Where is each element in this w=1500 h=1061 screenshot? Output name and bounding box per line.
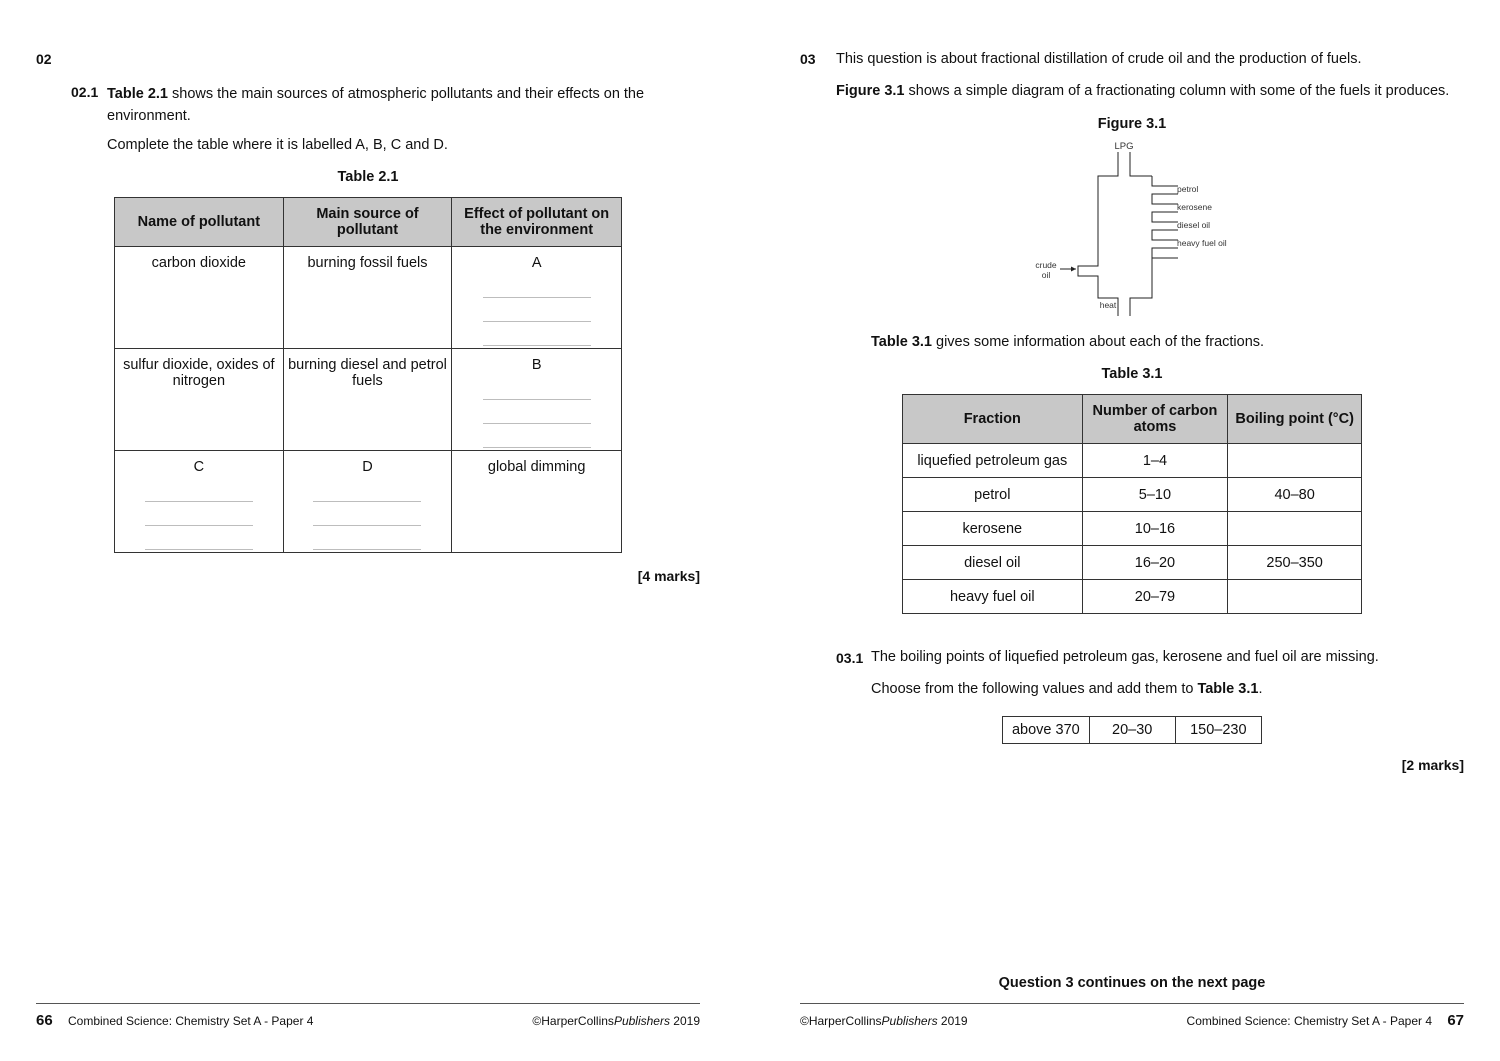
table-row: [115, 451, 622, 553]
answer-lines[interactable]: [483, 277, 591, 346]
option-value[interactable]: 150–230: [1175, 717, 1261, 744]
continues-note: Question 3 continues on the next page: [998, 975, 1266, 991]
table-row: [115, 247, 622, 349]
label-heat: heat: [1099, 300, 1117, 310]
answer-cell-c[interactable]: C: [115, 451, 284, 553]
footer-divider: [36, 1003, 700, 1004]
footer-title: Combined Science: Chemistry Set A - Paper 4: [1186, 1014, 1432, 1028]
table-cell: 16–20: [1082, 546, 1228, 580]
answer-lines[interactable]: [313, 481, 421, 550]
figure-intro: Figure 3.1 shows a simple diagram of a fractionating column with some of the fuels it produces.: [836, 83, 1450, 99]
marks-4: [4 marks]: [637, 568, 700, 584]
header-effect: Effect of pollutant on the environment: [452, 198, 622, 247]
table-cell: 1–4: [1082, 444, 1228, 478]
sub-question-number-03-1: 03.1: [836, 650, 864, 666]
table-row: [903, 478, 1362, 512]
table-cell: burning diesel and petrol fuels: [283, 349, 452, 451]
header-boiling-point: Boiling point (°C): [1228, 395, 1362, 444]
fractionating-column-diagram: [1028, 138, 1238, 318]
footer-divider: [800, 1003, 1464, 1004]
table-row: [903, 546, 1362, 580]
answer-cell-a[interactable]: A: [452, 247, 622, 349]
header-carbon-atoms: Number of carbon atoms: [1082, 395, 1228, 444]
answer-cell-kerosene-bp[interactable]: [1228, 512, 1362, 546]
answer-cell-b[interactable]: B: [452, 349, 622, 451]
table-cell: 20–79: [1082, 580, 1228, 614]
table-row: [903, 444, 1362, 478]
table-row: [903, 512, 1362, 546]
table-cell: sulfur dioxide, oxides of nitrogen: [115, 349, 284, 451]
table-cell: 5–10: [1082, 478, 1228, 512]
footer-copyright: ©HarperCollinsPublishers 2019: [800, 1014, 968, 1028]
question-number-02: 02: [36, 51, 52, 67]
table-cell: liquefied petroleum gas: [903, 444, 1083, 478]
table-cell: diesel oil: [903, 546, 1083, 580]
table-cell: 250–350: [1228, 546, 1362, 580]
table-row: [903, 580, 1362, 614]
answer-cell-lpg-bp[interactable]: [1228, 444, 1362, 478]
table-cell: 40–80: [1228, 478, 1362, 512]
footer-copyright: ©HarperCollinsPublishers 2019: [532, 1014, 700, 1028]
label-heavy-fuel-oil: heavy fuel oil: [1177, 238, 1227, 248]
sub-question-number-02-1: 02.1: [71, 84, 99, 100]
table-cell: heavy fuel oil: [903, 580, 1083, 614]
answer-cell-fuel-oil-bp[interactable]: [1228, 580, 1362, 614]
question-03-intro: This question is about fractional distillation of crude oil and the production of fuels.: [836, 51, 1362, 67]
answer-lines[interactable]: [483, 379, 591, 448]
value-options: [1002, 716, 1262, 744]
marks-2: [2 marks]: [1401, 757, 1464, 773]
table-cell: kerosene: [903, 512, 1083, 546]
question-03-1-text: The boiling points of liquefied petroleum gas, kerosene and fuel oil are missing.: [871, 649, 1379, 665]
table-header-row: [903, 395, 1362, 444]
question-02-1-text: Table 2.1 shows the main sources of atmospheric pollutants and their effects on the environment.: [107, 86, 645, 124]
table-row: [115, 349, 622, 451]
option-value[interactable]: 20–30: [1089, 717, 1175, 744]
option-value[interactable]: above 370: [1003, 717, 1090, 744]
page-number-66: 66: [36, 1012, 53, 1029]
label-petrol: petrol: [1177, 184, 1199, 194]
table-cell: petrol: [903, 478, 1083, 512]
table-2-1-caption: Table 2.1: [337, 169, 399, 185]
header-main-source: Main source of pollutant: [283, 198, 452, 247]
table-reference: Table 2.1: [107, 86, 168, 102]
header-fraction: Fraction: [903, 395, 1083, 444]
answer-lines[interactable]: [145, 481, 253, 550]
label-lpg: LPG: [1114, 141, 1134, 152]
table-3-1-intro: Table 3.1 gives some information about each of the fractions.: [871, 334, 1265, 350]
table-3-1-caption: Table 3.1: [1101, 366, 1163, 382]
label-kerosene: kerosene: [1177, 202, 1212, 212]
answer-cell-d[interactable]: D: [283, 451, 452, 553]
footer-title: Combined Science: Chemistry Set A - Paper 4: [68, 1014, 314, 1028]
page-number-67: 67: [1447, 1012, 1464, 1029]
fractions-table: [902, 394, 1362, 614]
label-oil: oil: [1041, 270, 1051, 280]
pollutant-table: [114, 197, 622, 553]
header-name-of-pollutant: Name of pollutant: [115, 198, 284, 247]
table-cell: 10–16: [1082, 512, 1228, 546]
table-cell: global dimming: [452, 451, 622, 553]
table-header-row: [115, 198, 622, 247]
figure-3-1-caption: Figure 3.1: [1097, 116, 1167, 132]
question-02-1-instruction: Complete the table where it is labelled A, B, C and D.: [107, 137, 448, 153]
label-diesel-oil: diesel oil: [1177, 220, 1211, 230]
table-cell: carbon dioxide: [115, 247, 284, 349]
question-03-1-instruction: Choose from the following values and add them to Table 3.1.: [871, 681, 1263, 697]
question-number-03: 03: [800, 51, 816, 67]
label-crude: crude: [1035, 260, 1057, 270]
table-cell: burning fossil fuels: [283, 247, 452, 349]
